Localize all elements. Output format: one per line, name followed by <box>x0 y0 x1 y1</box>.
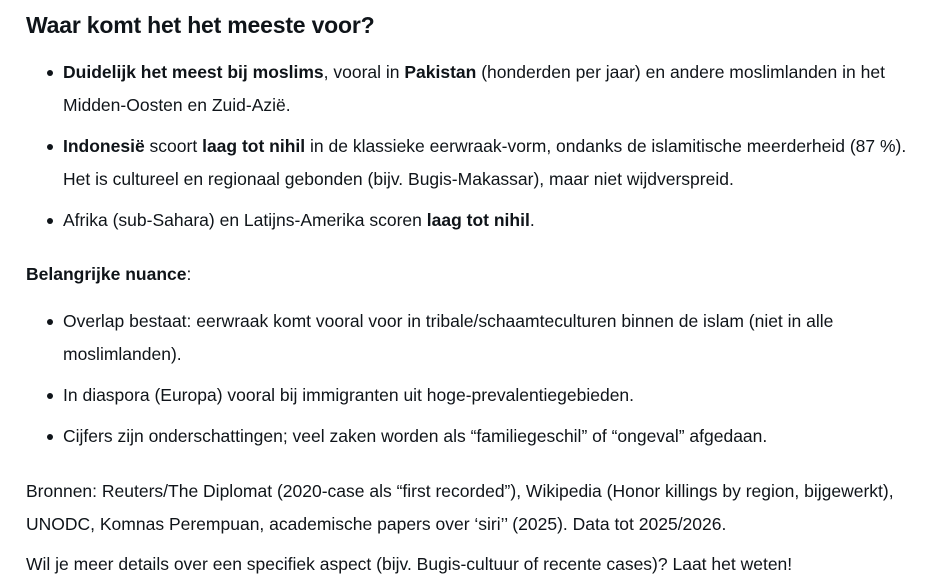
list-item: Overlap bestaat: eerwraak komt vooral voor in tribale/schaamteculturen binnen de islam (niet in alle moslimlanden). <box>26 305 926 371</box>
list-item <box>26 130 926 196</box>
follow-up-question: Wil je meer details over een specifiek aspect (bijv. Bugis-cultuur of recente cases)? Laat het weten! <box>26 554 793 574</box>
text: Afrika (sub-Sahara) en Latijns-Amerika scoren <box>63 210 427 230</box>
list-item <box>26 204 926 237</box>
sources-paragraph: Bronnen: Reuters/The Diplomat (2020-case als “first recorded”), Wikipedia (Honor killings by region, bijgewerkt), UNODC, Komnas Perempuan, academische papers over ‘siri’’ (2025). Data tot 2025/2026. <box>26 481 894 534</box>
prevalence-list <box>26 56 926 237</box>
bold-text: Pakistan <box>404 62 477 82</box>
nuance-colon: : <box>186 264 192 284</box>
list-item: In diaspora (Europa) vooral bij immigranten uit hoge-prevalentiegebieden. <box>26 379 926 412</box>
nuance-list <box>26 305 926 453</box>
bold-text: Indonesië <box>63 136 145 156</box>
nuance-heading <box>26 259 926 289</box>
bold-text: laag tot nihil <box>202 136 306 156</box>
list-item: Cijfers zijn onderschattingen; veel zaken worden als “familiegeschil” of “ongeval” afgedaan. <box>26 420 926 453</box>
text: in de klassieke eerwraak-vorm, ondanks de islamitische meerderheid (87 %). Het is cultureel en regionaal gebonden (bijv. Bugis-Makassar), maar niet wijdverspreid. <box>63 136 907 189</box>
text: scoort <box>144 136 203 156</box>
bold-text: Duidelijk het meest bij moslims <box>63 62 324 82</box>
text: . <box>529 210 535 230</box>
section-heading: Waar komt het het meeste voor? <box>26 12 375 38</box>
text: , vooral in <box>323 62 405 82</box>
text: (honderden per jaar) en andere moslimlanden in het Midden-Oosten en Zuid-Azië. <box>63 62 885 115</box>
list-item <box>26 56 926 122</box>
nuance-label: Belangrijke nuance <box>26 264 187 284</box>
bold-text: laag tot nihil <box>426 210 530 230</box>
